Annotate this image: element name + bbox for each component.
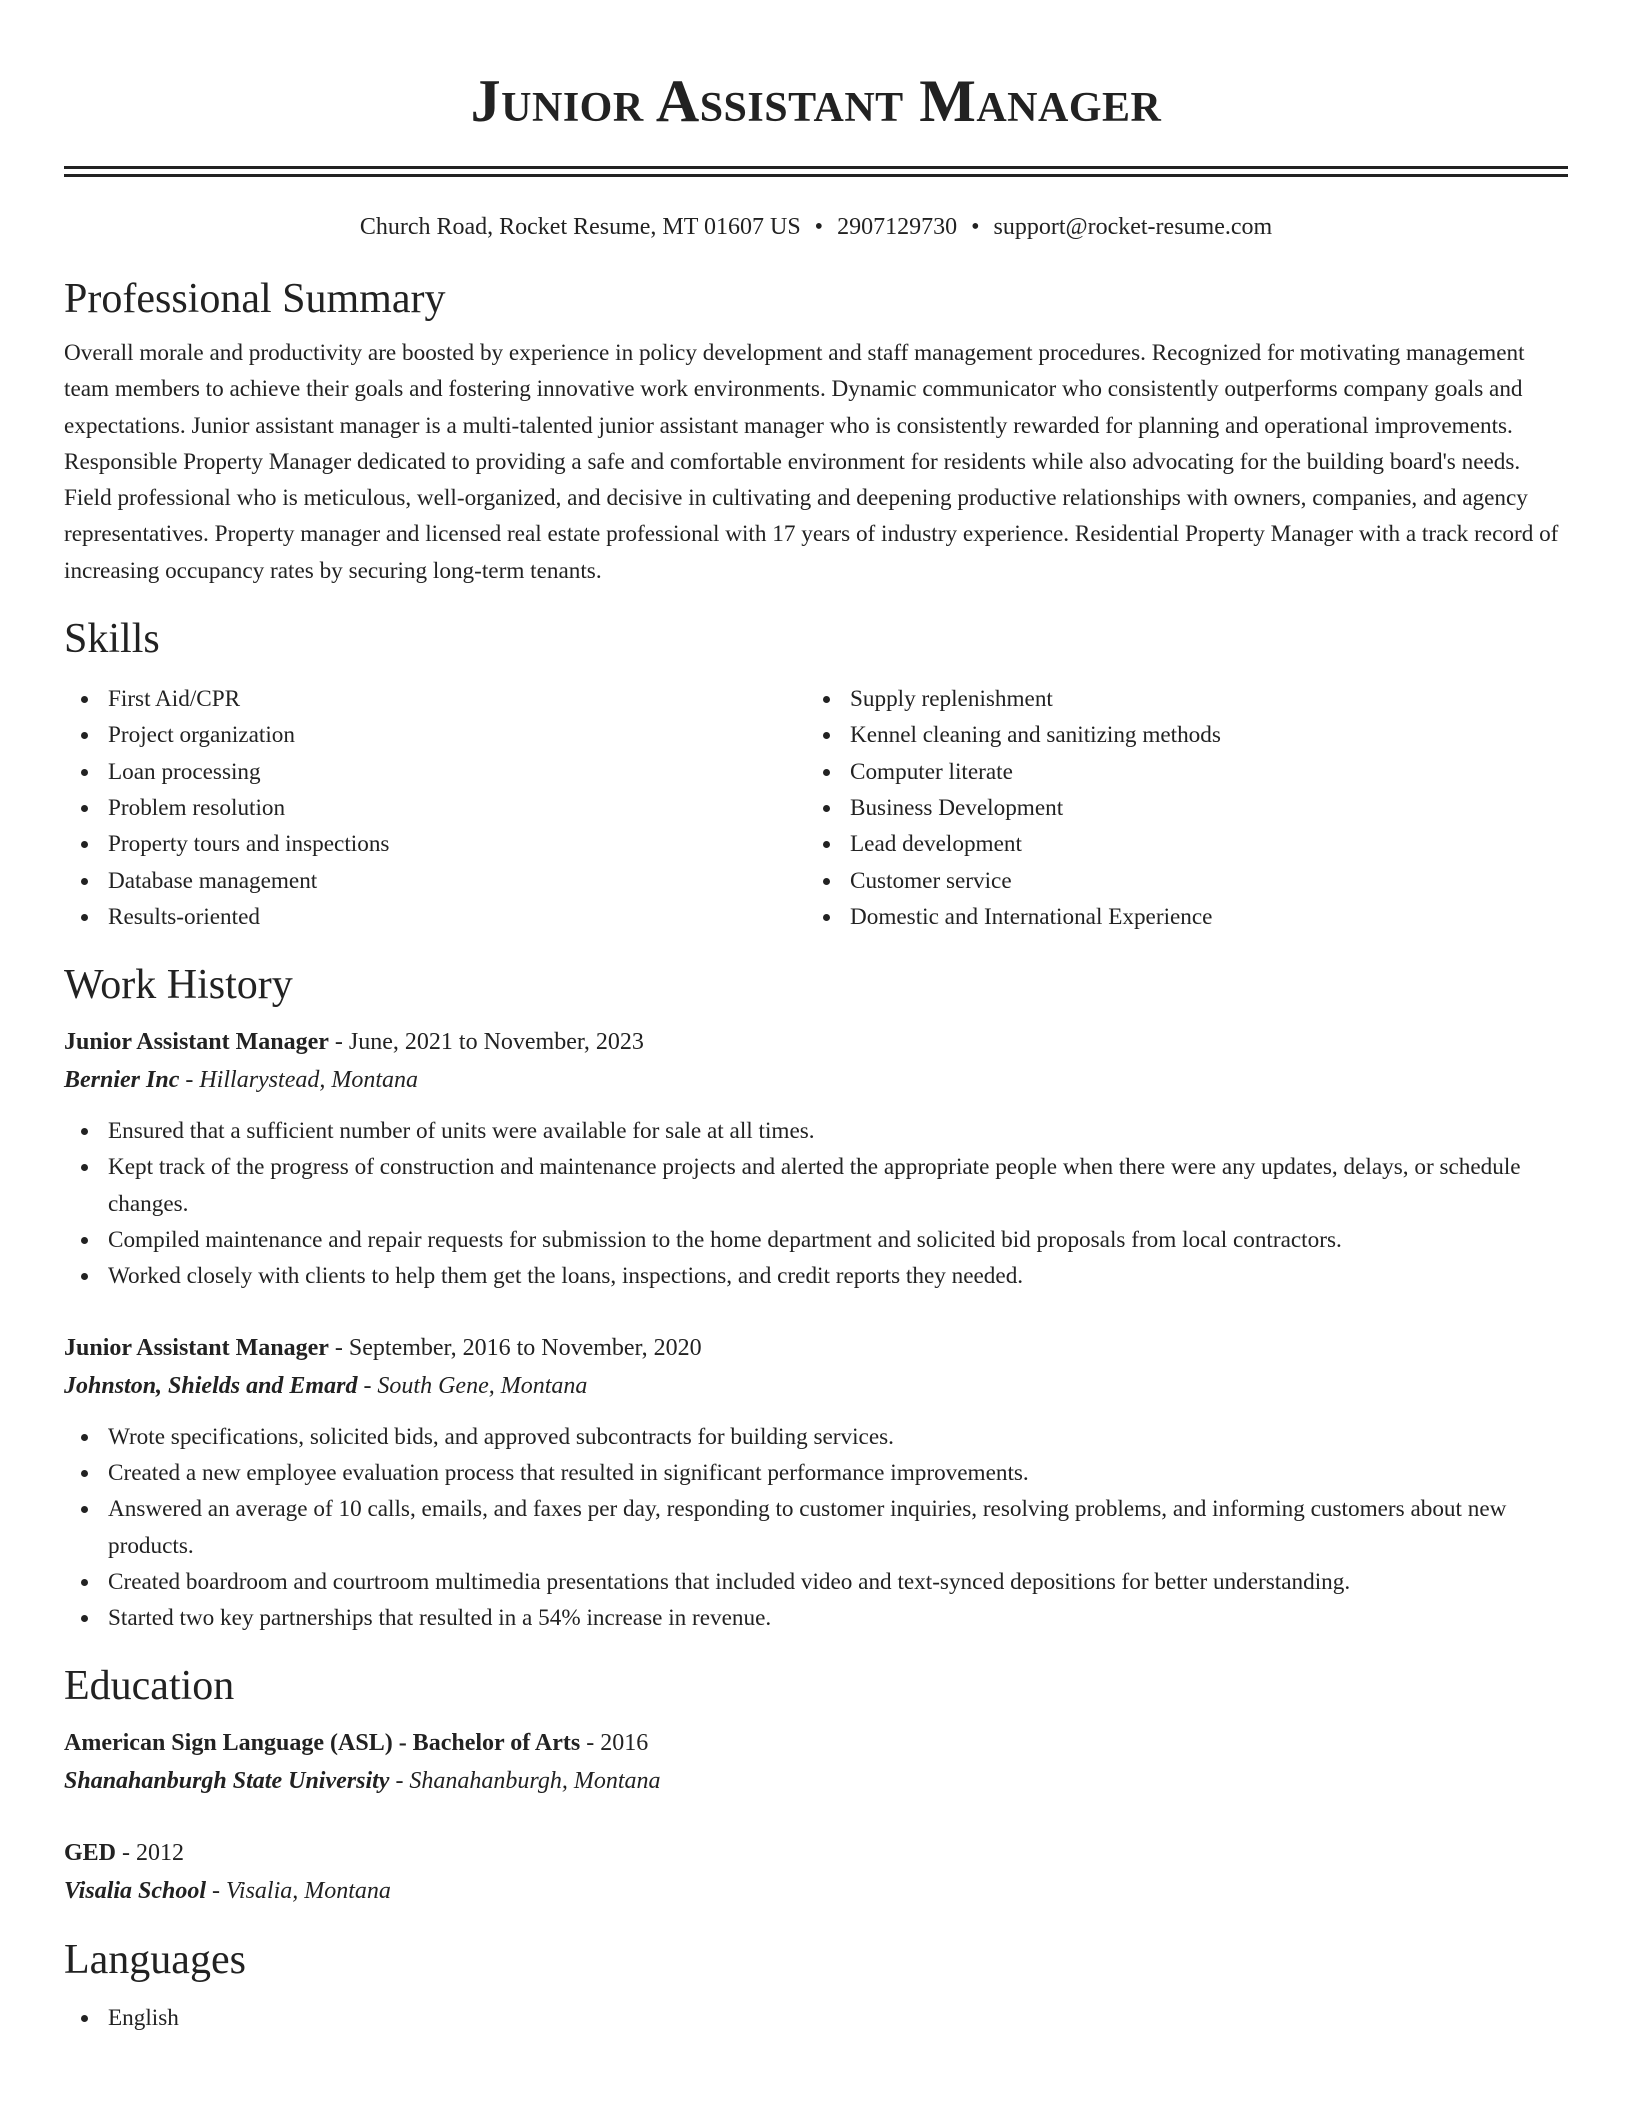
job-bullets — [64, 1419, 1568, 1637]
education-location: - Visalia, Montana — [206, 1878, 391, 1905]
job-entry — [64, 1329, 1568, 1637]
summary-text: Overall morale and productivity are boosted by experience in policy development and staff management procedures. Recognized for motivating management team members to achieve their goals and fostering innovative work environments. Dynamic communicator who consistently outperforms company goals and expectations. Junior assistant manager is a multi-talented junior assistant manager who is consistently rewarded for planning and operational improvements. Responsible Property Manager dedicated to providing a safe and comfortable environment for residents while also advocating for the building board's needs. Field professional who is meticulous, well-organized, and decisive in cultivating and deepening productive relationships with owners, companies, and agency representatives. Property manager and licensed real estate professional with 17 years of industry experience. Residential Property Manager with a track record of increasing occupancy rates by securing long-term tenants. — [64, 340, 1559, 584]
education-entry — [64, 1724, 1568, 1800]
education-year: - 2012 — [116, 1840, 185, 1867]
job-bullet: Wrote specifications, solicited bids, and approved subcontracts for building services. — [64, 1419, 1568, 1455]
resume-name-title: Junior Assistant Manager — [470, 68, 1162, 134]
job-company-line — [64, 1367, 1568, 1405]
education-school-line — [64, 1872, 1568, 1910]
job-title: Junior Assistant Manager — [64, 1334, 329, 1361]
education-degree-line — [64, 1834, 1568, 1872]
skill-item: Supply replenishment — [806, 681, 1548, 717]
education-school: Shanahanburgh State University — [64, 1768, 390, 1795]
header-divider-bottom — [64, 174, 1568, 177]
job-title-line — [64, 1023, 1568, 1061]
job-location: - Hillarystead, Montana — [179, 1067, 418, 1094]
section-heading-languages: Languages — [64, 1937, 246, 1984]
skill-item: Loan processing — [64, 754, 806, 790]
job-company: Bernier Inc — [64, 1067, 180, 1094]
job-location: - South Gene, Montana — [357, 1372, 588, 1399]
skill-item: Business Development — [806, 790, 1548, 826]
education-school: Visalia School — [64, 1878, 207, 1905]
job-bullet: Started two key partnerships that resulted in a 54% increase in revenue. — [64, 1600, 1568, 1636]
header-divider-top — [64, 166, 1568, 169]
skill-item: Lead development — [806, 826, 1548, 862]
job-bullet: Answered an average of 10 calls, emails, and faxes per day, responding to customer inquiries, resolving problems, and informing customers about new products. — [64, 1491, 1568, 1564]
skills-list-left — [64, 681, 806, 935]
contact-separator: • — [814, 214, 824, 240]
job-company: Johnston, Shields and Emard — [64, 1372, 358, 1399]
section-heading-education: Education — [64, 1663, 235, 1710]
skill-item: Project organization — [64, 717, 806, 753]
skill-item: Results-oriented — [64, 899, 806, 935]
education-degree: GED — [64, 1840, 117, 1867]
education-degree: American Sign Language (ASL) - Bachelor of Arts — [64, 1730, 581, 1757]
section-heading-work-history: Work History — [64, 962, 293, 1009]
skill-item: Problem resolution — [64, 790, 806, 826]
education-entry — [64, 1834, 1568, 1910]
job-bullet: Ensured that a sufficient number of units were available for sale at all times. — [64, 1113, 1568, 1149]
job-dates: - June, 2021 to November, 2023 — [328, 1029, 644, 1056]
job-company-line — [64, 1061, 1568, 1099]
resume-page — [64, 0, 1568, 2037]
skills-columns — [64, 681, 1568, 935]
contact-email: support@rocket-resume.com — [993, 214, 1273, 240]
section-heading-skills: Skills — [64, 616, 160, 663]
job-bullets — [64, 1113, 1568, 1294]
contact-phone: 2907129730 — [837, 214, 958, 240]
languages-list — [64, 2000, 1568, 2036]
education-school-line — [64, 1762, 1568, 1800]
job-entry — [64, 1023, 1568, 1294]
job-bullet: Compiled maintenance and repair requests for submission to the home department and solicited bid proposals from local contractors. — [64, 1222, 1568, 1258]
education-year: - 2016 — [580, 1730, 649, 1757]
job-bullet: Created boardroom and courtroom multimedia presentations that included video and text-synced depositions for better understanding. — [64, 1564, 1568, 1600]
skill-item: Property tours and inspections — [64, 826, 806, 862]
language-item: English — [64, 2000, 1568, 2036]
skills-list-right — [806, 681, 1548, 935]
job-title: Junior Assistant Manager — [64, 1029, 329, 1056]
education-degree-line — [64, 1724, 1568, 1762]
contact-separator: • — [971, 214, 980, 240]
job-title-line — [64, 1329, 1568, 1367]
skill-item: First Aid/CPR — [64, 681, 806, 717]
job-bullet: Worked closely with clients to help them get the loans, inspections, and credit reports they needed. — [64, 1258, 1568, 1294]
skill-item: Domestic and International Experience — [806, 899, 1548, 935]
job-bullet: Kept track of the progress of construction and maintenance projects and alerted the appropriate people when there were any updates, delays, or schedule changes. — [64, 1149, 1568, 1222]
education-location: - Shanahanburgh, Montana — [389, 1768, 661, 1795]
job-bullet: Created a new employee evaluation process that resulted in significant performance improvements. — [64, 1455, 1568, 1491]
skill-item: Kennel cleaning and sanitizing methods — [806, 717, 1548, 753]
section-heading-summary: Professional Summary — [64, 276, 446, 322]
job-dates: - September, 2016 to November, 2020 — [328, 1334, 702, 1361]
contact-line — [64, 211, 1568, 243]
skill-item: Computer literate — [806, 754, 1548, 790]
contact-address: Church Road, Rocket Resume, MT 01607 US — [359, 214, 801, 240]
skill-item: Customer service — [806, 863, 1548, 899]
skill-item: Database management — [64, 863, 806, 899]
